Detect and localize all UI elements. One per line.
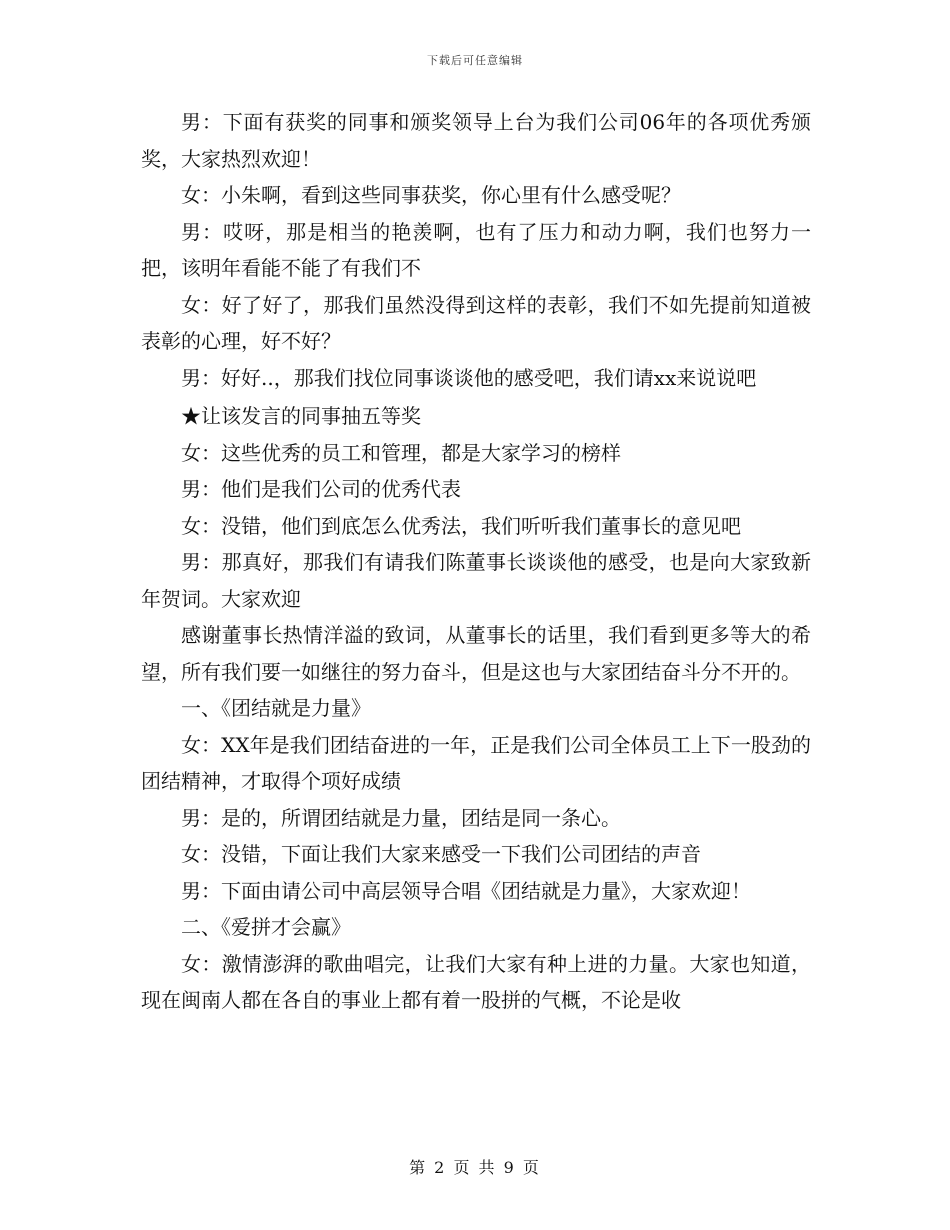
paragraph: 感谢董事长热情洋溢的致词，从董事长的话里，我们看到更多等大的希望，所有我们要一如继往的努力奋斗，但是这也与大家团结奋斗分不开的。 bbox=[141, 623, 811, 684]
star-note-paragraph: ★让该发言的同事抽五等奖 bbox=[181, 404, 421, 428]
document-body bbox=[141, 104, 811, 1019]
page-number-footer: 第 2 页 共 9 页 bbox=[409, 1158, 541, 1177]
page-header: 下载后可任意编辑 bbox=[427, 54, 523, 67]
paragraph: 女：小朱啊，看到这些同事获奖，你心里有什么感受呢？ bbox=[181, 183, 681, 207]
paragraph: 男：是的，所谓团结就是力量，团结是同一条心。 bbox=[181, 805, 621, 830]
paragraph: 女：好了好了，那我们虽然没得到这样的表彰，我们不如先提前知道被表彰的心理，好不好？ bbox=[141, 292, 811, 353]
paragraph: 男：他们是我们公司的优秀代表 bbox=[181, 477, 461, 501]
paragraph: 男：哎呀，那是相当的艳羡啊，也有了压力和动力啊，我们也努力一把，该明年看能不能了有我们不 bbox=[141, 219, 811, 280]
paragraph: 女：XX年是我们团结奋进的一年，正是我们公司全体员工上下一股劲的团结精神，才取得个项好成绩 bbox=[141, 732, 811, 793]
paragraph: 女：没错，他们到底怎么优秀法，我们听听我们董事长的意见吧 bbox=[181, 513, 741, 538]
section-heading: 一、《团结就是力量》 bbox=[181, 696, 371, 720]
paragraph: 女：这些优秀的员工和管理，都是大家学习的榜样 bbox=[181, 440, 621, 465]
paragraph: 男：下面由请公司中高层领导合唱《团结就是力量》，大家欢迎！ bbox=[181, 878, 751, 903]
paragraph: 男：下面有获奖的同事和颁奖领导上台为我们公司06年的各项优秀颁奖，大家热烈欢迎！ bbox=[141, 110, 811, 171]
paragraph: 男：好好..，那我们找位同事谈谈他的感受吧，我们请xx来说说吧 bbox=[181, 365, 757, 390]
section-heading: 二、《爱拼才会赢》 bbox=[181, 915, 351, 939]
paragraph: 女：没错，下面让我们大家来感受一下我们公司团结的声音 bbox=[181, 842, 701, 866]
paragraph: 女：激情澎湃的歌曲唱完，让我们大家有种上进的力量。大家也知道，现在闽南人都在各自的事业上都有着一股拼的气概，不论是收 bbox=[141, 951, 811, 1012]
paragraph: 男：那真好，那我们有请我们陈董事长谈谈他的感受，也是向大家致新年贺词。大家欢迎 bbox=[141, 550, 811, 611]
